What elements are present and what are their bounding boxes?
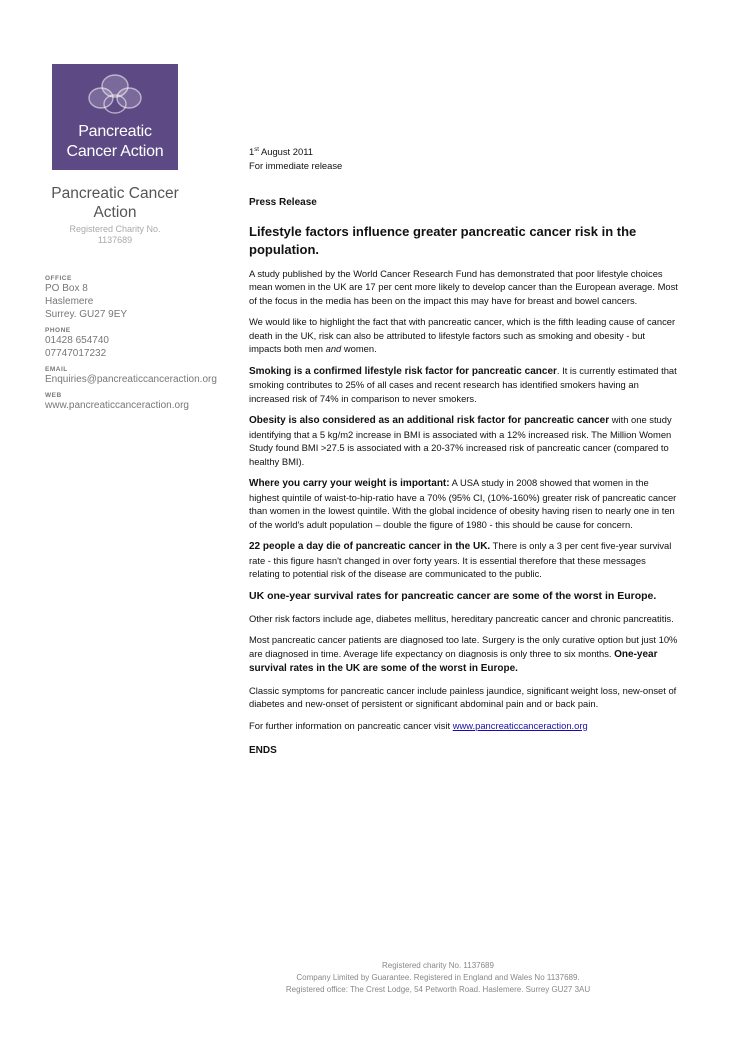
office-line: Surrey. GU27 9EY <box>45 309 128 320</box>
office-line: PO Box 8 <box>45 283 88 294</box>
paragraph: Most pancreatic cancer patients are diagnosed too late. Surgery is the only curative option but just 10% are diagnosed in time. Average life expectancy on diagnosis is only three to six months. One-year survival rates in the UK are some of the worst in Europe. <box>249 634 678 675</box>
footer-line: Registered office: The Crest Lodge, 54 Petworth Road. Haslemere. Surrey GU27 3AU <box>285 985 591 994</box>
paragraph: Where you carry your weight is important: A USA study in 2008 showed that women in the highest quintile of waist-to-hip-ratio have a 70% (95% CI, (10%-160%) greater risk of pancreatic cancer than women in the lowest quintile. With the global incidence of obesity having risen to nearly one in ten of the world's adult population – double the figure of 1980 - this should be cause for concern. <box>249 477 677 530</box>
email-address[interactable]: Enquiries@pancreaticcanceraction.org <box>45 374 217 385</box>
release-date: 1st August 2011 <box>249 146 313 158</box>
paragraph: 22 people a day die of pancreatic cancer in the UK. There is only a 3 per cent five-year survival rate - this figure hasn't changed in over forty years. It is essential therefore that these messages relating to potential risk of the disease are communicated to the public. <box>249 540 672 580</box>
paragraph: We would like to highlight the fact that with pancreatic cancer, which is the fifth leading cause of cancer death in the UK, risk can also be attributed to lifestyle factors such as smoking and obesity - but impacts both men and women. <box>249 316 676 355</box>
phone-label: PHONE <box>45 327 71 334</box>
footer-line: Company Limited by Guarantee. Registered in England and Wales No 1137689. <box>296 973 580 982</box>
phone-number: 07747017232 <box>45 348 107 359</box>
office-label: OFFICE <box>45 275 72 282</box>
web-label: WEB <box>45 392 62 399</box>
email-label: EMAIL <box>45 366 68 373</box>
footer <box>220 960 656 996</box>
paragraph: A study published by the World Cancer Research Fund has demonstrated that poor lifestyle choices mean women in the UK are 17 per cent more likely to develop cancer than the European average. Most of the focus in the media has been on the impact this may have for breast and bowel cancers. <box>249 267 678 306</box>
bold-statement: UK one-year survival rates for pancreatic cancer are some of the worst in Europe. <box>249 589 657 602</box>
logo-line-1: Pancreatic <box>78 123 152 140</box>
office-line: Haslemere <box>45 296 94 307</box>
press-release-body <box>249 144 679 758</box>
paragraph: Obesity is also considered as an additional risk factor for pancreatic cancer with one study identifying that a 5 kg/m2 increase in BMI is associated with a 12% increased risk. The Million Women Study found BMI >27.5 is associated with a 20-37% increased risk of pancreatic cancer (compared to healthy BMI). <box>249 414 672 467</box>
logo <box>52 64 178 170</box>
paragraph: Other risk factors include age, diabetes mellitus, hereditary pancreatic cancer and chronic pancreatitis. <box>249 612 674 624</box>
website-link[interactable]: www.pancreaticcanceraction.org <box>452 719 588 731</box>
paragraph: Smoking is a confirmed lifestyle risk factor for pancreatic cancer. It is currently estimated that smoking contributes to 25% of all cases and recent research has identified smokers having an increased risk of 74% in comparison to never smokers. <box>249 364 677 404</box>
phone-number: 01428 654740 <box>45 335 109 346</box>
contact-details <box>45 269 245 412</box>
flower-icon <box>84 70 146 126</box>
paragraph: For further information on pancreatic cancer visit www.pancreaticcanceraction.org <box>249 719 588 731</box>
headline: Lifestyle factors influence greater pancreatic cancer risk in the population. <box>249 223 637 257</box>
release-status: For immediate release <box>249 159 343 171</box>
press-release-label: Press Release <box>249 197 317 209</box>
logo-line-2: Cancer Action <box>66 143 164 160</box>
organisation-name: Pancreatic Cancer Action <box>51 185 179 221</box>
ends-marker: ENDS <box>249 745 277 757</box>
web-address[interactable]: www.pancreaticcanceraction.org <box>45 400 189 411</box>
footer-line: Registered charity No. 1137689 <box>382 961 494 970</box>
paragraph: Classic symptoms for pancreatic cancer include painless jaundice, significant weight loss, new-onset of diabetes and new-onset of persistent or significant abdominal pain and or back pain. <box>249 684 677 710</box>
charity-number: Registered Charity No. 1137689 <box>69 224 161 245</box>
